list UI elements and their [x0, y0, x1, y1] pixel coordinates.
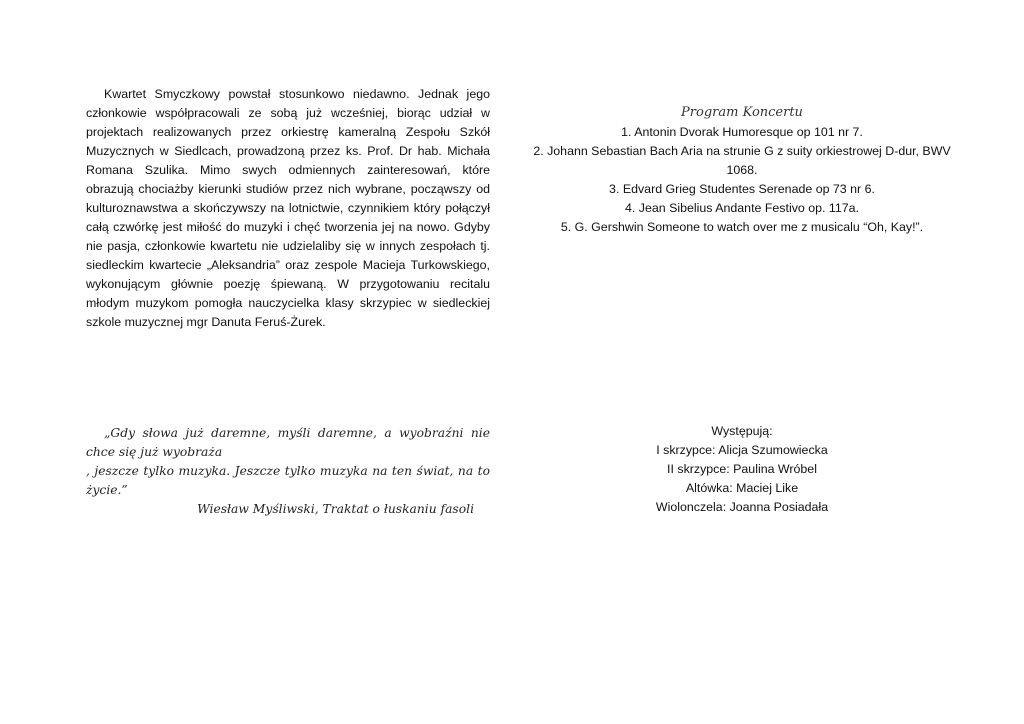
- program-item-2: 2. Johann Sebastian Bach Aria na strunie G z suity orkiestrowej D-dur, BWV 1068.: [533, 144, 951, 177]
- performer-viola: Altówka: Maciej Like: [685, 481, 799, 495]
- performer-cello: Wiolonczela: Joanna Posiadała: [655, 500, 829, 514]
- program-item-4: 4. Jean Sibelius Andante Festivo op. 117a.: [625, 201, 859, 215]
- program-item-1: 1. Antonin Dvorak Humoresque op 101 nr 7.: [621, 125, 863, 139]
- program-title: Program Koncertu: [681, 105, 803, 120]
- performer-violin-1: I skrzypce: Alicja Szumowiecka: [656, 443, 828, 457]
- program-item-3: 3. Edvard Grieg Studentes Serenade op 73 nr 6.: [609, 182, 875, 196]
- program-list: [522, 123, 962, 237]
- performer-violin-2: II skrzypce: Paulina Wróbel: [667, 462, 817, 476]
- program-section: [522, 103, 962, 237]
- quote-block: [86, 424, 490, 519]
- program-item-5: 5. G. Gershwin Someone to watch over me z musicalu “Oh, Kay!”.: [560, 220, 924, 234]
- quote-source: Wiesław Myśliwski, Traktat o łuskaniu fasoli: [197, 502, 474, 516]
- quote-line-2: , jeszcze tylko muzyka. Jeszcze tylko muzyka na ten świat, na to życie.”: [86, 464, 490, 497]
- quote-line-1: „Gdy słowa już daremne, myśli daremne, a wyobraźni nie chce się już wyobraża: [86, 426, 490, 459]
- performers-section: [572, 422, 912, 517]
- performers-heading: Występują:: [711, 424, 773, 438]
- intro-paragraph: Kwartet Smyczkowy powstał stosunkowo niedawno. Jednak jego członkowie współpracowali ze sobą już wcześniej, biorąc udział w projektach realizowanych przez orkiestrę kameralną Zespołu Szkół Muzycznych w Siedlcach, prowadzoną przez ks. Prof. Dr hab. Michała Romana Szulika. Mimo swych odmiennych zainteresowań, które obrazują chociażby kierunki studiów przez nich wybrane, począwszy od kulturoznawstwa a skończywszy na lotnictwie, czynnikiem który połączył całą czwórkę jest miłość do muzyki i chęć tworzenia jej na nowo. Gdyby nie pasja, członkowie kwartetu nie udzielaliby się w innych zespołach tj. siedleckim kwartecie „Aleksandria” oraz zespole Macieja Turkowskiego, wykonującym głównie poezję śpiewaną. W przygotowaniu recitalu młodym muzykom pomogła nauczycielka klasy skrzypiec w siedleckiej szkole muzycznej mgr Danuta Feruś-Żurek.: [86, 87, 490, 329]
